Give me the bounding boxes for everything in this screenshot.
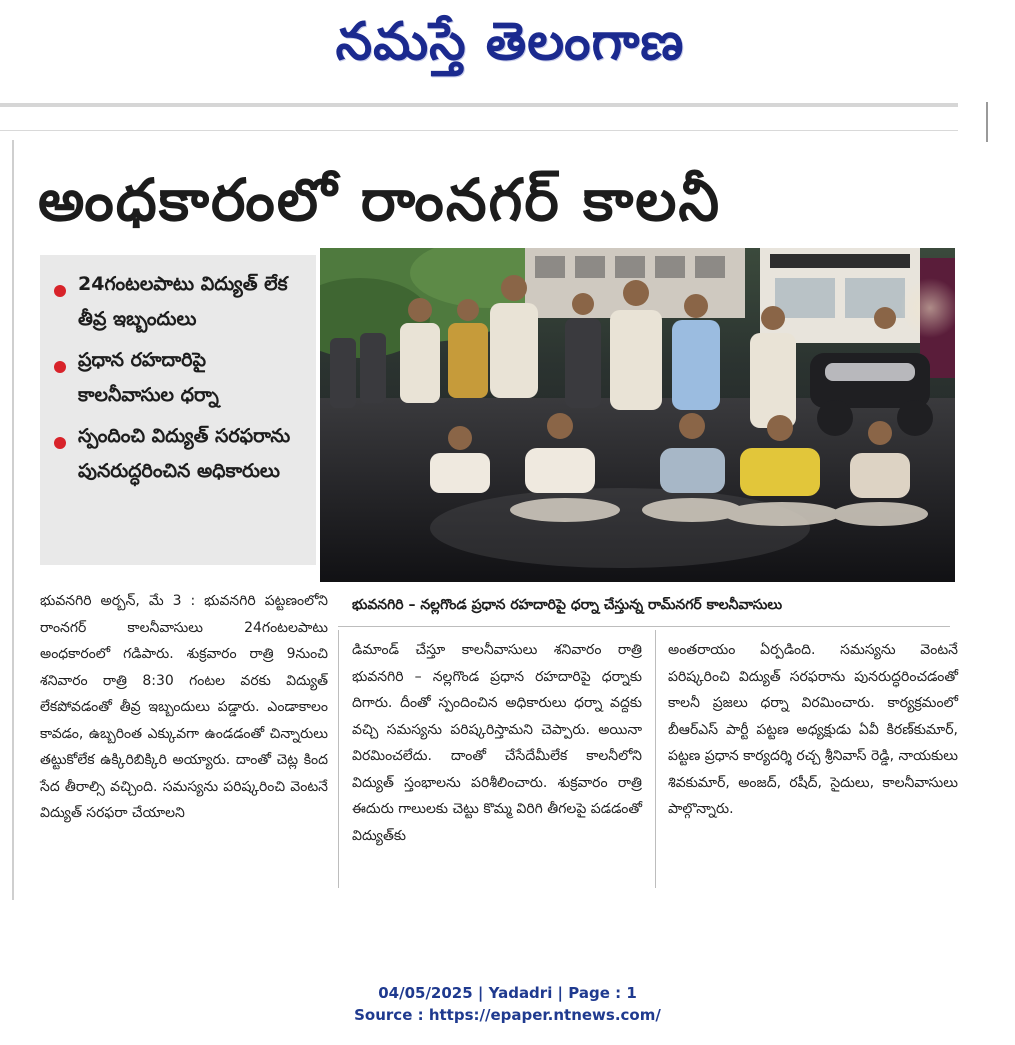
photo-caption: భువనగిరి – నల్లగొండ ప్రధాన రహదారిపై ధర్నా చేస్తున్న రామ్‌నగర్ కాలనీవాసులు [352, 597, 783, 613]
highlights-box [40, 255, 316, 565]
highlight-item [40, 419, 316, 489]
column-text: అంతరాయం ఏర్పడింది. సమస్యను వెంటనే పరిష్కరించి విద్యుత్ సరఫరాను పునరుద్ధరించడంతో కాలనీ ప్రజలు ధర్నా విరమించారు. కార్యక్రమంలో బీఆర్ఎస్ పార్టీ పట్టణ అధ్యక్షుడు ఏవీ కిరణ్‌కుమార్, పట్టణ ప్రధాన కార్యదర్శి రచ్చ శ్రీనివాస్ రెడ్డి, నాయకులు శివకుమార్, అంజద్, రషీద్, సైదులు, కాలనీవాసులు పాల్గొన్నారు. [668, 642, 958, 817]
article-photo [320, 248, 955, 582]
article-headline: అంధకారంలో రాంనగర్ కాలనీ [38, 166, 722, 234]
highlight-item [40, 343, 316, 413]
article-border [12, 140, 14, 900]
highlight-text: ప్రధాన రహదారిపై కాలనీవాసుల ధర్నా [78, 349, 219, 406]
bullet-icon [54, 437, 66, 449]
footer-source-link[interactable]: Source : https://epaper.ntnews.com/ [354, 1006, 661, 1024]
protest-photo-illustration [320, 248, 955, 582]
newspaper-logo: నమస్తే తెలంగాణ [335, 12, 685, 72]
highlight-item [40, 255, 316, 337]
column-divider [655, 630, 656, 888]
column-text: డిమాండ్ చేస్తూ కాలనీవాసులు శనివారం రాత్రి భువనగిరి – నల్లగొండ ప్రధాన రహదారిపై ధర్నాకు దిగారు. దీంతో స్పందించిన అధికారులు ధర్నా వద్దకు వచ్చి సమస్యను పరిష్కరిస్తామని చెప్పారు. అయినా విరమించలేదు. దాంతో చేసేదేమీలేక కాలనీలోని విద్యుత్ స్తంభాలను పరిశీలించారు. శుక్రవారం రాత్రి ఈదురు గాలులకు చెట్టు కొమ్మ విరిగి తీగలపై పడడంతో విద్యుత్‌కు [352, 642, 642, 844]
highlight-text: స్పందించి విద్యుత్ సరఫరాను పునరుద్ధరించిన అధికారులు [78, 425, 291, 482]
article-column-3 [668, 637, 958, 823]
masthead [0, 0, 1015, 92]
masthead-divider-thin [0, 130, 958, 131]
bullet-icon [54, 285, 66, 297]
masthead-divider [0, 103, 958, 107]
page-footer [0, 982, 1015, 1026]
column-text: భువనగిరి అర్బన్, మే 3 : భువనగిరి పట్టణంలోని రాంనగర్ కాలనీవాసులు 24గంటలపాటు అంధకారంలో గడిపారు. శుక్రవారం రాత్రి 9నుంచి శనివారం రాత్రి 8:30 గంటల వరకు విద్యుత్ లేకపోవడంతో తీవ్ర ఇబ్బందులు పడ్డారు. ఎండాకాలం కావడం, ఉబ్బరింత ఎక్కువగా ఉండడంతో చిన్నారులు తట్టుకోలేక ఉక్కిరిబిక్కిరి అయ్యారు. దాంతో చెట్ల కింద సేద తీరాల్సి వచ్చింది. సమస్యను పరిష్కరించి వెంటనే విద్యుత్ సరఫరా చేయాలని [40, 593, 328, 821]
caption-divider [338, 626, 950, 627]
highlight-text: 24గంటలపాటు విద్యుత్ లేక తీవ్ర ఇబ్బందులు [78, 273, 288, 330]
bullet-icon [54, 361, 66, 373]
column-divider [338, 630, 339, 888]
footer-date-edition: 04/05/2025 | Yadadri | Page : 1 [378, 984, 637, 1002]
page-edge-mark [986, 102, 988, 142]
article-column-2 [352, 637, 642, 849]
article-column-1 [40, 588, 328, 827]
